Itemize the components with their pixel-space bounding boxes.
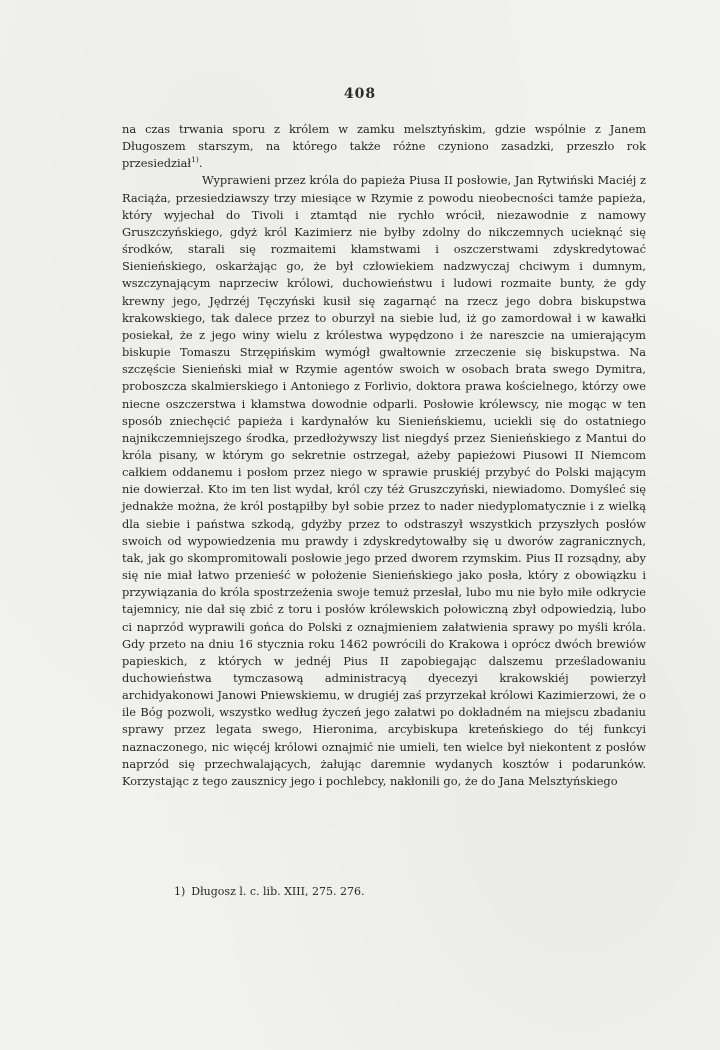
paragraph-2: Wyprawieni przez króla do papieża Piusa II posłowie, Jan Rytwiński Maciéj z Raciąża, przesiedziawszy trzy miesiące w Rzymie z powodu nieobecności tamże papieża, który wyjechał do Tivoli i ztamtąd nie rychło wrócił, niezawodnie z namowy Gruszczyńskiego, gdyż król Kazimierz nie byłby zdolny do nikczemnych ucieknąć się środków, starali się rozmaitemi kłamstwami i oszczerstwami zdyskredytować Sienieńskiego, oskarżając go, że był człowiekiem nadzwyczaj chciwym i dumnym, wszczynającym naprzeciw królowi, duchowieństwu i ludowi rozmaite bunty, że gdy krewny jego, Jędrzéj Tęczyński kusił się zagarnąć na rzecz jego dobra biskupstwa krakowskiego, tak dalece przez to oburzył na siebie lud, iż go zamordował i w kawałki posiekał, że z jego winy wielu z królestwa wypędzono i że nareszcie na umierającym biskupie Tomaszu Strzępińskim wymógł gwałtownie zrzeczenie się biskupstwa. Na szczęście Sienieński miał w Rzymie agentów swoich w osobach brata swego Dymitra, proboszcza skalmierskiego i Antoniego z Forlivio, doktora prawa kościelnego, którzy owe niecne oszczerstwa i kłamstwa dowodnie odparli. Posłowie królewscy, nie mogąc w ten sposób zniechęcić papieża i kardynałów ku Sienieńskiemu, uciekli się do ostatniego najnikczemniejszego środka, przedłożywszy list niegdyś przez Sienieńskiego z Mantui do króla pisany, w którym go sekretnie ostrzegał, ażeby papieżowi Piusowi II Niemcom całkiem oddanemu i posłom przez niego w sprawie pruskiéj przybyć do Polski mającym nie dowierzał. Kto im ten list wydał, król czy téż Gruszczyński, niewiadomo. Domyślеć się jednakże można, że król postąpiłby był sobie przez to nader niedyplomatycznie i z wielką dla siebie i państwa szkodą, gdyżby przez to odstraszył wszystkich przyszłych posłów swoich od wypowiedzenia mu prawdy i zdyskredytowałby się u dworów zagranicznych, tak, jak go skompromitowali posłowie jego przed dworem rzymskim. Pius II rozsądny, aby się nie miał łatwo przenieść w położenie Sienieńskiego jako posła, który z obowiązku i przywiązania do króla spostrzeżenia swoje temuż przesłał, lubo mu nie było miłe odkrycie tajemnicy, nie dał się zbić z toru i posłów królewskich połowiczną zbył odpowiedzią, lubo ci naprzód wyprawili gońca do Polski z oznajmieniem załatwienia sprawy po myśli króla. Gdy przeto na dniu 16 stycznia roku 1462 powrócili do Krakowa i oprócz dwóch brewiów papieskich, z których w jednéj Pius II zapobiegając dalszemu prześladowaniu duchowieństwa tymczasową administracyą dyecezyi krakowskiéj powierzył archidyakonowi Janowi Pniewskiemu, w drugiéj zaś przyrzekał królowi Kazimierzowi, że o ile Bóg pozwoli, wszystko według życzeń jego załatwi po dokładném na miejscu zbadaniu sprawy przez legata swego, Hieronima, arcybiskupa kreteńskiego do téj funkcyi naznaczonego, nic więcéj królowi oznajmić nie umieli, ten wielce był niekontent z posłów naprzód się przechwalających, żałując daremnie wydanych kosztów i podarunków. Korzystając z tego zausznicy jego i pochlebcy, nakłonili go, że do Jana Melsztyńskiego bbox=[122, 173, 646, 788]
main-text bbox=[122, 121, 646, 790]
paragraph-1-text: na czas trwania sporu z królem w zamku melsztyńskim, gdzie wspólnie z Janem Długoszem starszym, na którego także różne czyniono zasadzki, przeszło rok przesiedział bbox=[122, 122, 646, 171]
footnote bbox=[122, 884, 646, 900]
footnote-text: Długosz l. c. lib. XIII, 275. 276. bbox=[191, 885, 365, 898]
paragraph-1-end: . bbox=[198, 156, 203, 171]
footnote-reference: 1) bbox=[191, 155, 199, 165]
footnote-marker: 1) bbox=[174, 885, 186, 898]
paragraph-1 bbox=[122, 121, 646, 172]
page-number: 408 bbox=[343, 86, 377, 102]
